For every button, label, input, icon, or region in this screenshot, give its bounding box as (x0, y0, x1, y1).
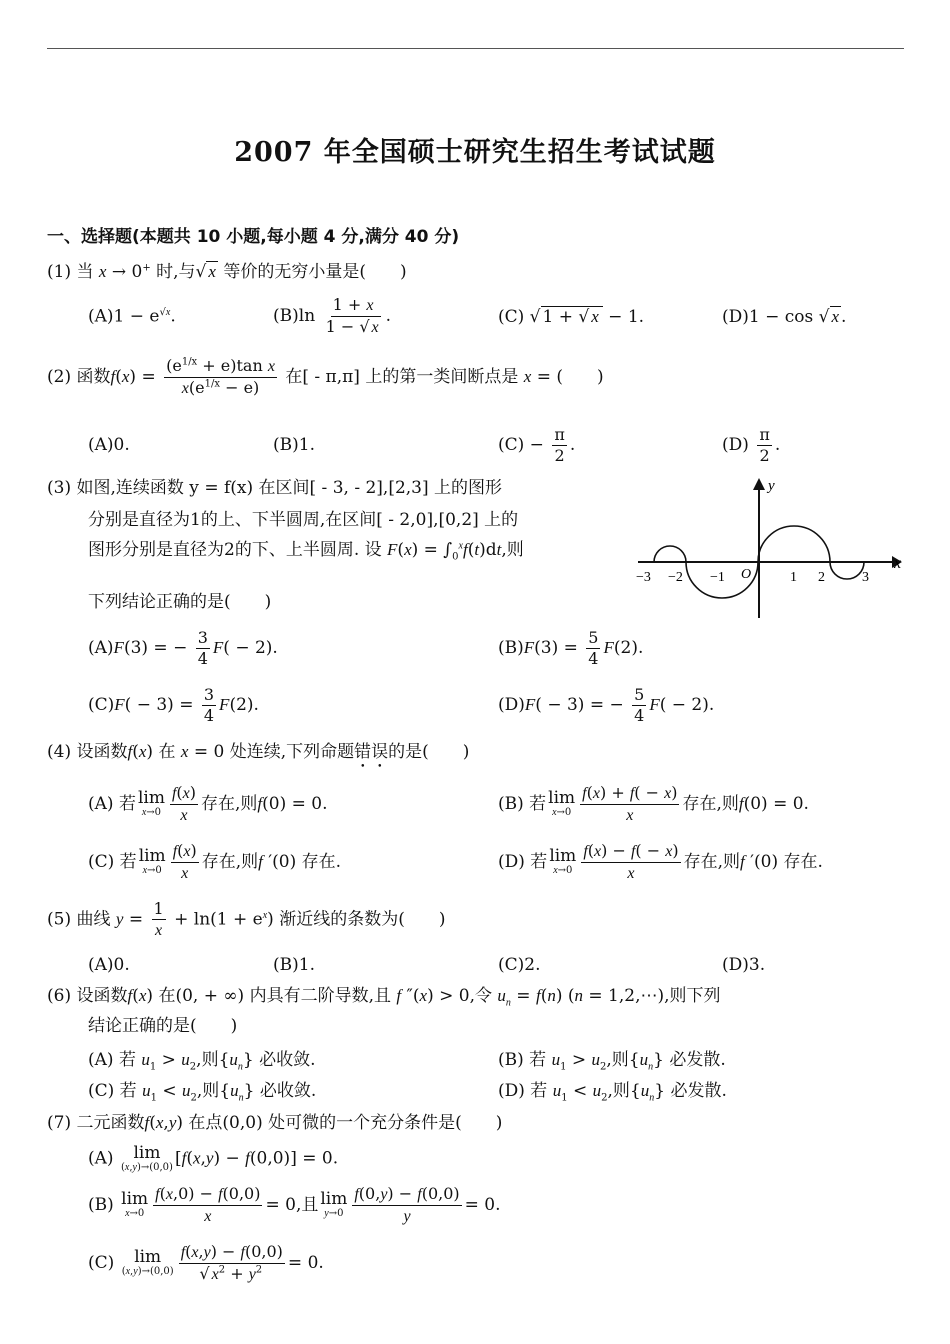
q7-option-c: (C) lim (x,y)→(0,0) $\frac{f(x,y) - f(0,0)}{√ x^2 + y^2}$ = 0. (88, 1242, 324, 1283)
q4-option-b: (B) 若 lim x→0 $\frac{f(x) + f( - x)}{x}$ 存在,则f(0) = 0. (498, 783, 809, 824)
q2-option-c: (C) − $\frac{\pi}{2}$ . (498, 425, 576, 465)
q1-option-a: $(A)1 - e^{√x}$. (88, 306, 176, 327)
question-7-stem: (7) 二元函数f(x,y) 在点(0,0) 处可微的一个充分条件是( ) (47, 1113, 503, 1133)
q1-option-d: (D)1 − cos √ x . (722, 307, 847, 327)
q2-option-d: (D) $\frac{\pi}{2}$ . (722, 425, 781, 465)
q5-option-d: (D)3. (722, 955, 766, 975)
q3-function-graph (630, 470, 910, 620)
question-3-line-3: 图形分别是直径为2的下、上半圆周. 设 $F(x) = \int_0^xf(t)dt$,则 (88, 540, 524, 563)
q4-option-c: (C) 若 lim x→0 $\frac{f(x)}{x}$ 存在,则f ′(0) 存在. (88, 841, 342, 882)
top-rule (47, 48, 904, 49)
origin-label: O (741, 567, 752, 582)
q7-option-a: (A) lim (x,y)→(0,0) [f(x,y) − f(0,0)] = 0. (88, 1143, 339, 1173)
q1-option-b: (B)ln $\frac{1 + x}{1 - √ x}$ . (273, 295, 392, 336)
q1-option-c: (C) √ 1 + √ x − 1. (498, 307, 645, 327)
page-title: 2007 年全国硕士研究生招生考试试题 (234, 137, 716, 168)
q7-option-b: (B) lim x→0 $\frac{f(x,0) - f(0,0)}{x}$ = 0,且 lim y→0 $\frac{f(0,y) - f(0,0)}{y}$ = 0. (88, 1184, 501, 1225)
q6-option-a: (A) 若 $u_1 > u_2$,则$\{u_n\}$ 必收敛. (88, 1050, 316, 1073)
q3-option-c: (C)F( − 3) = $\frac{3}{4}$ F(2). (88, 685, 259, 725)
y-axis-label: y (768, 478, 775, 494)
q4-option-d: (D) 若 lim x→0 $\frac{f(x) - f( - x)}{x}$ 存在,则f ′(0) 存在. (498, 841, 823, 882)
question-3-line-1: (3) 如图,连续函数 y = f(x) 在区间[ - 3, - 2],[2,3] 上的图形 (47, 478, 503, 498)
graph-curve-lower-small (830, 562, 864, 579)
question-6-line-1: (6) 设函数f(x) 在(0, + ∞) 内具有二阶导数,且 f ″(x) > 0,令 $u_n = f(n) (n$ = 1,2,⋯),则下列 (47, 986, 721, 1009)
tick-label: 1 (790, 570, 797, 585)
q6-option-b: (B) 若 $u_1 > u_2$,则$\{u_n\}$ 必发散. (498, 1050, 726, 1073)
question-2-stem: (2) 函数f(x) = $\frac{(e^{1/x} + e)\tan x}{x(e^{1/x} - e)}$ 在[ - π,π] 上的第一类间断点是 x = ( ) (47, 356, 604, 397)
y-axis-arrow-icon (753, 478, 765, 490)
section-heading: 一、选择题(本题共 10 小题,每小题 4 分,满分 40 分) (47, 227, 460, 247)
q3-option-b: (B)F(3) = $\frac{5}{4}$ F(2). (498, 628, 644, 668)
tick-label: −3 (636, 570, 651, 585)
q3-option-d: (D)F( − 3) = − $\frac{5}{4}$ F( − 2). (498, 685, 715, 725)
q5-option-b: (B)1. (273, 955, 315, 975)
question-6-line-2: 结论正确的是( ) (88, 1016, 238, 1036)
question-3-line-2: 分别是直径为1的上、下半圆周,在区间[ - 2,0],[0,2] 上的 (88, 510, 519, 530)
q6-option-d: (D) 若 $u_1 < u_2$,则$\{u_n\}$ 必发散. (498, 1081, 727, 1104)
graph-curve-upper-large (758, 526, 830, 562)
tick-label: 2 (818, 570, 825, 585)
graph-curve-upper-small (654, 546, 686, 562)
q2-option-a: (A)0. (88, 435, 130, 455)
tick-label: −2 (668, 570, 683, 585)
tick-label: −1 (710, 570, 725, 585)
x-axis-label: x (894, 555, 902, 572)
q5-option-c: (C)2. (498, 955, 541, 975)
question-3-line-4: 下列结论正确的是( ) (88, 592, 272, 612)
question-1-stem: (1) 当 x → 0+ 时,与√ x 等价的无穷小量是( ) (47, 262, 407, 282)
q3-option-a: (A)F(3) = − $\frac{3}{4}$ F( − 2). (88, 628, 278, 668)
q2-option-b: (B)1. (273, 435, 315, 455)
q6-option-c: (C) 若 $u_1 < u_2$,则$\{u_n\}$ 必收敛. (88, 1081, 317, 1104)
question-5-stem: (5) 曲线 y = $\frac{1}{x}$ + $\ln(1 + e^x)$ 渐近线的条数为( ) (47, 899, 446, 939)
question-4-stem: (4) 设函数f(x) 在 x = 0 处连续,下列命题错误的是( ) (47, 742, 470, 762)
q5-option-a: (A)0. (88, 955, 130, 975)
tick-label: 3 (862, 570, 869, 585)
q4-option-a: (A) 若 lim x→0 $\frac{f(x)}{x}$ 存在,则f(0) = 0. (88, 783, 328, 824)
